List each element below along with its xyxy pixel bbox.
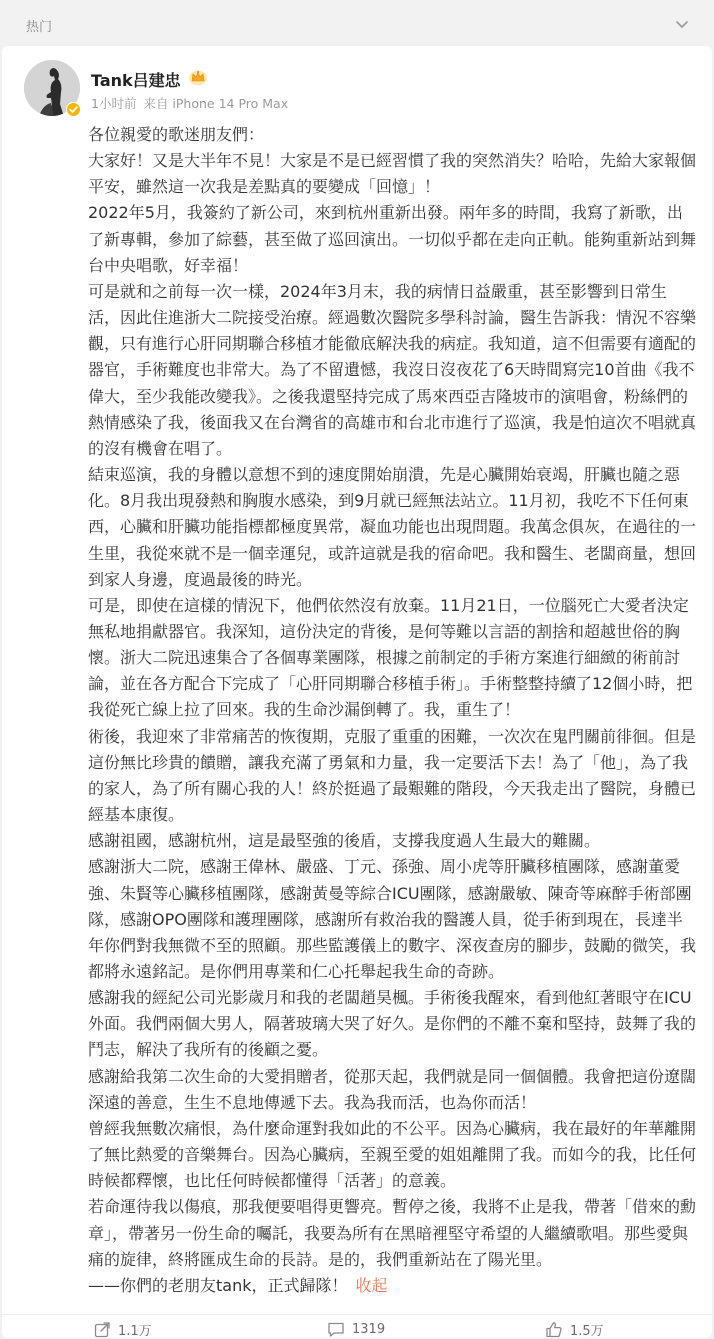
post-paragraph: 感謝給我第二次生命的大愛捐贈者，從那天起，我們就是同一個個體。我會把這份遼闊深遠的善意，生生不息地傳遞下去。我為我而活，也為你而活！ [88, 1066, 697, 1112]
post-signature-line [88, 1273, 696, 1299]
post-paragraph: 若命運待我以傷痕，那我便要唱得更響亮。暫停之後，我將不止是我，帶著「借來的勳章」，帶著另一份生命的囑託，我要為所有在黑暗裡堅守希望的人繼續歌唱。那些愛與痛的旋律，終將匯成生命的長詩。是的，我們重新站在了陽光里。 [88, 1197, 697, 1269]
chevron-down-icon[interactable] [672, 14, 692, 34]
post-paragraph: 術後，我迎來了非常痛苦的恢復期，克服了重重的困難，一次次在鬼門關前徘徊。但是這份無比珍貴的饋贈，讓我充滿了勇氣和力量，我一定要活下去！為了「他」，為了我的家人，為了所有關心我的人！終於挺過了最艱難的階段，今天我走出了醫院，身體已經基本康復。 [88, 726, 697, 825]
comment-button[interactable] [327, 1319, 385, 1339]
post-time: 1小时前 [91, 96, 137, 111]
verified-badge-icon [66, 102, 81, 117]
post-paragraph: 2022年5月，我簽約了新公司，來到杭州重新出發。兩年多的時間，我寫了新歌，出了新專輯，參加了綜藝，甚至做了巡回演出。一切似乎都在走向正軌。能夠重新站到舞台中央唱歌，好幸福！ [88, 203, 697, 275]
post-paragraph: 大家好！又是大半年不見！大家是不是已經習慣了我的突然消失？哈哈，先給大家報個平安，雖然這一次我是差點真的要變成「回憶」！ [88, 151, 697, 197]
post-source: 来自 iPhone 14 Pro Max [143, 96, 289, 111]
thumbs-up-icon [545, 1321, 563, 1338]
post-paragraph: 曾經我無數次痛恨，為什麼命運對我如此的不公平。因為心臟病，我在最好的年華離開了無比熱愛的音樂舞台。因為心臟病，至親至愛的姐姐離開了我。而如今的我，比任何時候都釋懷，也比任何時候都懂得「活著」的意義。 [88, 1118, 697, 1191]
comment-count: 1319 [352, 1321, 386, 1337]
action-bar [2, 1314, 712, 1339]
crown-badge-icon[interactable] [188, 68, 208, 86]
collapse-link[interactable]: 收起 [355, 1275, 388, 1295]
post-paragraph: 感謝浙大二院，感謝王偉林、嚴盛、丁元、孫強、周小虎等肝臟移植團隊，感謝董愛強、朱賢等心臟移植團隊，感謝黃曼等綜合ICU團隊，感謝嚴敏、陳奇等麻醉手術部團隊，感謝OPO團隊和護理團隊，感謝所有救治我的醫護人員，從手術到現在，長達半年你們對我無微不至的照顧。那些監護儀上的數字、深夜查房的腳步，鼓勵的微笑，我都將永遠銘記。是你們用專業和仁心托舉起我生命的奇跡。 [88, 857, 697, 981]
author-name[interactable]: Tank吕建忠 [91, 71, 181, 90]
share-icon [94, 1321, 111, 1338]
post-paragraph: 可是就和之前每一次一樣，2024年3月末，我的病情日益嚴重，甚至影響到日常生活，因此住進浙大二院接受治療。經過數次醫院多學科討論，醫生告訴我：情況不容樂觀，只有進行心肝同期聯合移植才能徹底解決我的病症。我知道，這不但需要有適配的器官，手術難度也非常大。為了不留遺憾，我沒日沒夜花了6天時間寫完10首曲《我不偉大，至少我能改變我》。之後我還堅持完成了馬來西亞吉隆坡市的演唱會，粉絲們的熱情感染了我，後面我又在台灣省的高雄市和台北市進行了巡演，我是怕這次不唱就真的沒有機會在唱了。 [88, 281, 697, 458]
share-button[interactable] [94, 1319, 152, 1339]
post-paragraph: 可是，即使在這樣的情況下，他們依然沒有放棄。11月21日，一位腦死亡大愛者決定無私地捐獻器官。我深知，這份決定的背後，是何等難以言語的割捨和超越世俗的胸懷。浙大二院迅速集合了各個專業團隊，根據之前制定的手術方案進行細緻的術前討論，並在各方配合下完成了「心肝同期聯合移植手術」。手術整整持續了12個小時，把我從死亡線上拉了回來。我的生命沙漏倒轉了。我，重生了！ [88, 595, 693, 720]
like-button[interactable] [545, 1319, 604, 1339]
top-bar [0, 0, 714, 46]
weibo-post-card [2, 46, 712, 1338]
post-paragraph: 感謝我的經紀公司光影歲月和我的老闆趙昊楓。手術後我醒來，看到他紅著眼守在ICU外面。我們兩個大男人，隔著玻璃大哭了好久。是你們的不離不棄和堅持，鼓舞了我的鬥志，解決了我所有的後顧之憂。 [88, 988, 697, 1060]
post-signature: ——你們的老朋友tank，正式歸隊！ [88, 1275, 348, 1295]
feed-title: 热门 [26, 20, 53, 35]
comment-icon [327, 1321, 345, 1338]
post-paragraph: 結束巡演，我的身體以意想不到的速度開始崩潰，先是心臟開始衰竭，肝臟也隨之惡化。8月我出現發熱和胸腹水感染，到9月就已經無法站立。11月初，我吃不下任何東西，心臟和肝臟功能指標都極度異常，凝血功能也出現問題。我萬念俱灰，在過往的一生里，我從來就不是一個幸運兒，或許這就是我的宿命吧。我和醫生、老闆商量，想回到家人身邊，度過最後的時光。 [88, 465, 697, 589]
like-count: 1.5万 [570, 1323, 604, 1339]
post-body [88, 122, 696, 1299]
post-paragraph: 各位親愛的歌迷朋友們： [88, 125, 265, 144]
share-count: 1.1万 [118, 1323, 152, 1339]
post-meta [91, 94, 295, 112]
post-paragraph: 感謝祖國，感謝杭州，這是最堅強的後盾，支撐我度過人生最大的難關。 [88, 831, 601, 851]
